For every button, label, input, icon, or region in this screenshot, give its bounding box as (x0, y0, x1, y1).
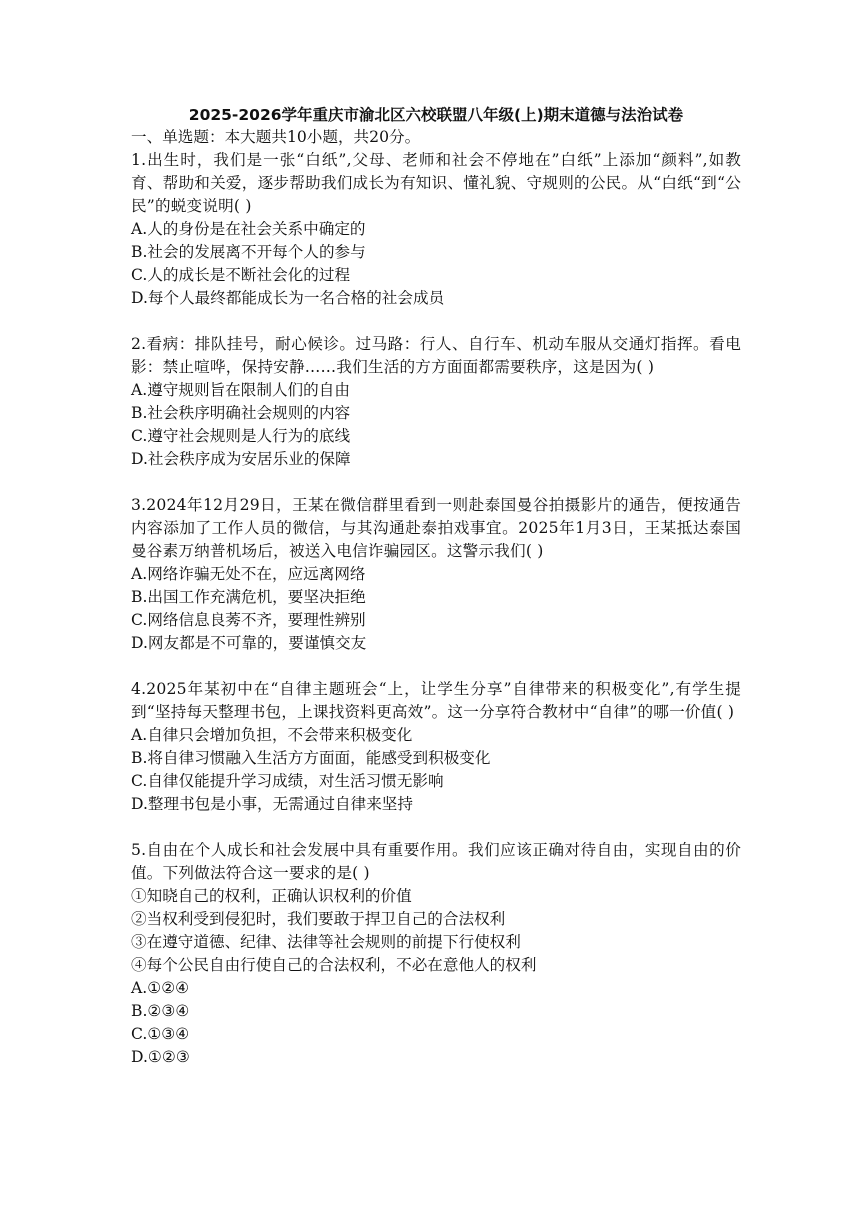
question-2 (131, 333, 741, 471)
question-4 (131, 678, 741, 816)
exam-title: 2025-2026学年重庆市渝北区六校联盟八年级(上)期末道德与法治试卷 (188, 106, 684, 124)
question-3 (131, 494, 741, 655)
option-b: B.社会的发展离不开每个人的参与 (131, 243, 366, 261)
option-d: D.①②③ (131, 1048, 190, 1066)
option-a: A.自律只会增加负担，不会带来积极变化 (131, 726, 413, 744)
option-a: A.遵守规则旨在限制人们的自由 (131, 381, 350, 399)
question-1 (131, 149, 741, 310)
option-a: A.①②④ (131, 979, 190, 997)
option-c: C.人的成长是不断社会化的过程 (131, 266, 351, 284)
question-stem: 3.2024年12月29日，王某在微信群里看到一则赴泰国曼谷拍摄影片的通告，便按通告内容添加了工作人员的微信，与其沟通赴泰拍戏事宜。2025年1月3日，王某抵达泰国曼谷素万纳普机场后，被送入电信诈骗园区。这警示我们( ) (131, 496, 741, 560)
statement-1: ①知晓自己的权利，正确认识权利的价值 (131, 887, 412, 905)
question-5 (131, 839, 741, 1069)
exam-page (131, 104, 741, 1092)
question-stem: 2.看病：排队挂号，耐心候诊。过马路：行人、自行车、机动车服从交通灯指挥。看电影：禁止喧哗，保持安静……我们生活的方方面面都需要秩序，这是因为( ) (131, 335, 741, 376)
option-a: A.人的身份是在社会关系中确定的 (131, 220, 366, 238)
option-c: C.自律仅能提升学习成绩，对生活习惯无影响 (131, 772, 444, 790)
option-d: D.网友都是不可靠的，要谨慎交友 (131, 634, 367, 652)
section-heading: 一、单选题：本大题共10小题，共20分。 (131, 128, 421, 146)
option-b: B.将自律习惯融入生活方方面面，能感受到积极变化 (131, 749, 491, 767)
option-d: D.每个人最终都能成长为一名合格的社会成员 (131, 289, 445, 307)
option-b: B.出国工作充满危机，要坚决拒绝 (131, 588, 366, 606)
question-stem: 5.自由在个人成长和社会发展中具有重要作用。我们应该正确对待自由，实现自由的价值。下列做法符合这一要求的是( ) (131, 841, 741, 882)
statement-4: ④每个公民自由行使自己的合法权利，不必在意他人的权利 (131, 956, 537, 974)
option-c: C.①③④ (131, 1025, 190, 1043)
statement-2: ②当权利受到侵犯时，我们要敢于捍卫自己的合法权利 (131, 910, 506, 928)
question-stem: 1.出生时，我们是一张“白纸”,父母、老师和社会不停地在”白纸”上添加“颜料”,如教育、帮助和关爱，逐步帮助我们成长为有知识、懂礼貌、守规则的公民。从“白纸“到“公民”的蜕变说明( ) (131, 151, 741, 215)
question-stem: 4.2025年某初中在“自律主题班会“上，让学生分享”自律带来的积极变化”,有学生提到“坚持每天整理书包，上课找资料更高效”。这一分享符合教材中“自律”的哪一价值( ) (131, 680, 741, 721)
option-b: B.社会秩序明确社会规则的内容 (131, 404, 351, 422)
option-a: A.网络诈骗无处不在，应远离网络 (131, 565, 366, 583)
option-b: B.②③④ (131, 1002, 190, 1020)
option-c: C.网络信息良莠不齐，要理性辨别 (131, 611, 366, 629)
option-d: D.社会秩序成为安居乐业的保障 (131, 450, 351, 468)
statement-3: ③在遵守道德、纪律、法律等社会规则的前提下行使权利 (131, 933, 521, 951)
option-d: D.整理书包是小事，无需通过自律来坚持 (131, 795, 413, 813)
option-c: C.遵守社会规则是人行为的底线 (131, 427, 351, 445)
